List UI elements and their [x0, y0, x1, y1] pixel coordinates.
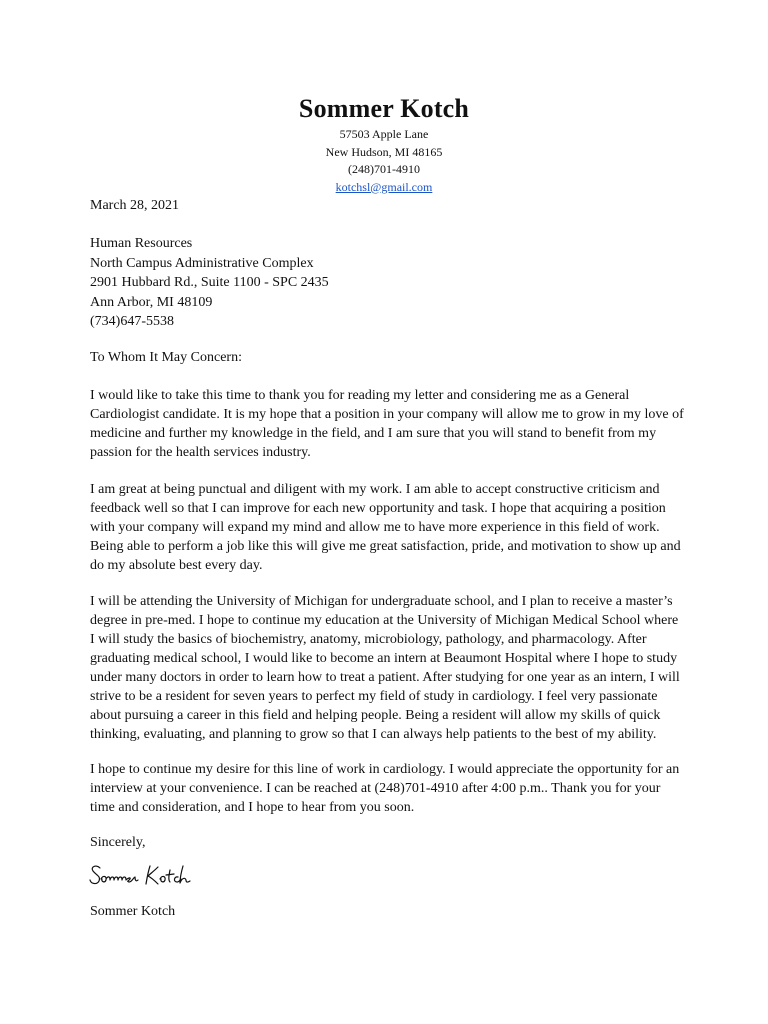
recipient-line1: Human Resources [90, 236, 193, 251]
paragraph-1: I would like to take this time to thank you for reading my letter and considering me as a General Cardiologist candidate. It is my hope that a position in your company will allow me to grow in my love of medicine and further my knowledge in the field, and I am sure that you will stand to benefit from my passion for the health services industry. [90, 388, 684, 460]
sender-address-line2: New Hudson, MI 48165 [325, 144, 443, 159]
sender-email-line [0, 179, 768, 197]
sender-address-line1: 57503 Apple Lane [339, 127, 429, 141]
paragraph-2: I am great at being punctual and diligent with my work. I am able to accept constructive criticism and feedback well so that I can improve for each new opportunity and task. I hope that acquiring a position with your company will expand my mind and allow me to have more experience in this field of work. Being able to perform a job like this will give me great satisfaction, pride, and motivation to show up and do my absolute best every day. [90, 482, 681, 573]
letter-header [0, 92, 768, 196]
sender-email-link[interactable]: kotchsl@gmail.com [335, 179, 433, 194]
recipient-block [90, 234, 685, 332]
sender-phone: (248)701-4910 [348, 162, 420, 176]
paragraph-3: I will be attending the University of Michigan for undergraduate school, and I plan to receive a master’s degree in pre-med. I hope to continue my education at the University of Michigan Medical School where I will study the basics of biochemistry, anatomy, microbiology, pathology, and pharmacology. After graduating medical school, I would like to become an intern at Beaumont Hospital where I hope to study under many doctors in order to learn how to treat a patient. After studying for one year as an intern, I will strive to be a resident for seven years to perfect my field of study in cardiology. I feel very passionate about pursuing a career in this field and helping people. Being a resident will allow my skills of quick thinking, evaluating, and planning to grow so that I can always help patients to the best of my ability. [90, 594, 680, 742]
sender-name: Sommer Kotch [298, 94, 470, 123]
salutation: To Whom It May Concern: [90, 350, 242, 365]
recipient-line2: North Campus Administrative Complex [90, 255, 314, 271]
handwritten-signature [88, 858, 208, 892]
recipient-line5: (734)647-5538 [90, 314, 174, 329]
recipient-line4: Ann Arbor, MI 48109 [90, 294, 213, 310]
paragraph-4: I hope to continue my desire for this line of work in cardiology. I would appreciate the opportunity for an interview at your convenience. I can be reached at (248)701-4910 after 4:00 p.m.. Thank you for your time and consideration, and I hope to hear from you soon. [90, 762, 680, 815]
signer-name: Sommer Kotch [90, 904, 176, 919]
closing: Sincerely, [90, 835, 146, 850]
letter-date: March 28, 2021 [90, 198, 180, 213]
recipient-line3: 2901 Hubbard Rd., Suite 1100 - SPC 2435 [90, 275, 329, 290]
